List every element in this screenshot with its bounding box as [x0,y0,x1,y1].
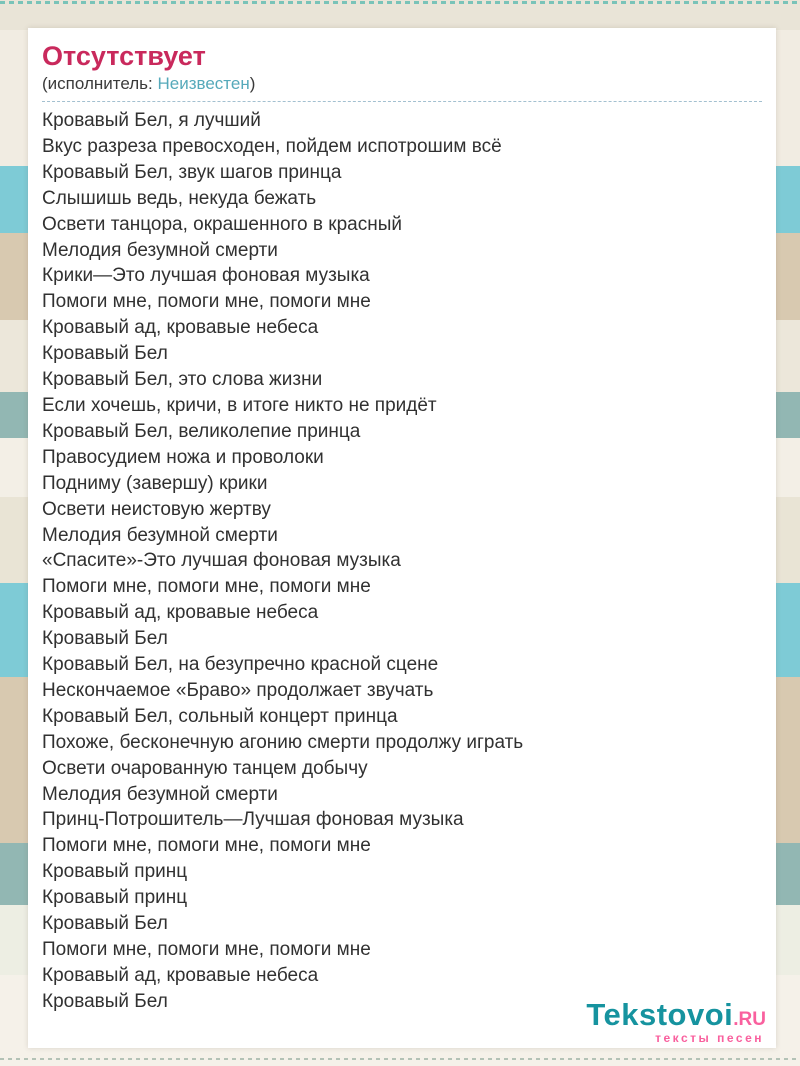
lyric-line: Подниму (завершу) крики [42,472,268,494]
lyric-line: Кровавый Бел [42,628,168,650]
lyric-line: Мелодия безумной смерти [42,239,278,261]
lyric-line: Крики—Это лучшая фоновая музыка [42,265,370,287]
lyric-line: Правосудием ножа и проволоки [42,446,324,468]
lyric-line: Кровавый Бел [42,343,168,365]
lyric-line: Нескончаемое «Браво» продолжает звучать [42,679,434,701]
artist-line [42,73,762,102]
lyric-line: Слышишь ведь, некуда бежать [42,187,317,209]
lyric-line: Кровавый Бел, звук шагов принца [42,161,342,183]
lyric-line: Вкус разреза превосходен, пойдем испотрошим всё [42,135,502,157]
lyric-line: Кровавый Бел, сольный концерт принца [42,705,398,727]
site-logo[interactable] [586,999,766,1044]
logo-wordmark: Tekstovoi [586,997,734,1032]
background-stitch-bottom [0,1058,800,1060]
lyric-line: Помоги мне, помоги мне, помоги мне [42,576,371,598]
lyric-line: Освети неистовую жертву [42,498,271,520]
lyric-line: Кровавый Бел, великолепие принца [42,420,361,442]
lyric-line: Кровавый принц [42,861,188,883]
lyric-line: Освети танцора, окрашенного в красный [42,213,402,235]
logo-wordmark-row [586,999,766,1030]
lyric-line: Если хочешь, кричи, в итоге никто не придёт [42,394,437,416]
lyric-line: Кровавый Бел, на безупречно красной сцене [42,654,439,676]
lyric-line: Освети очарованную танцем добычу [42,757,368,779]
artist-prefix: (исполнитель: [42,74,158,93]
lyric-line: Кровавый Бел [42,990,168,1012]
background-stitch-top [0,1,800,4]
lyric-line: «Спасите»-Это лучшая фоновая музыка [42,550,401,572]
lyric-line: Кровавый ад, кровавые небеса [42,964,319,986]
lyric-line: Помоги мне, помоги мне, помоги мне [42,835,371,857]
lyric-line: Помоги мне, помоги мне, помоги мне [42,291,371,313]
lyric-line: Кровавый ад, кровавые небеса [42,602,319,624]
content-inner [28,28,776,1015]
song-title: Отсутствует [42,41,206,71]
lyric-line: Кровавый Бел [42,913,168,935]
lyric-line: Мелодия безумной смерти [42,783,278,805]
lyric-line: Кровавый принц [42,887,188,909]
lyric-line: Принц-Потрошитель—Лучшая фоновая музыка [42,809,464,831]
logo-domain: .RU [733,1009,766,1030]
logo-tagline: тексты песен [655,1031,764,1045]
lyrics-text [42,108,762,1015]
lyric-line: Кровавый Бел, я лучший [42,110,261,131]
lyric-line: Похоже, бесконечную агонию смерти продолжу играть [42,731,524,753]
lyric-line: Кровавый ад, кровавые небеса [42,317,319,339]
lyric-line: Кровавый Бел, это слова жизни [42,369,323,391]
artist-suffix: ) [249,74,256,93]
lyric-line: Помоги мне, помоги мне, помоги мне [42,939,371,960]
artist-link[interactable]: Неизвестен [157,74,250,93]
lyric-line: Мелодия безумной смерти [42,524,278,546]
content-card [28,28,776,1048]
